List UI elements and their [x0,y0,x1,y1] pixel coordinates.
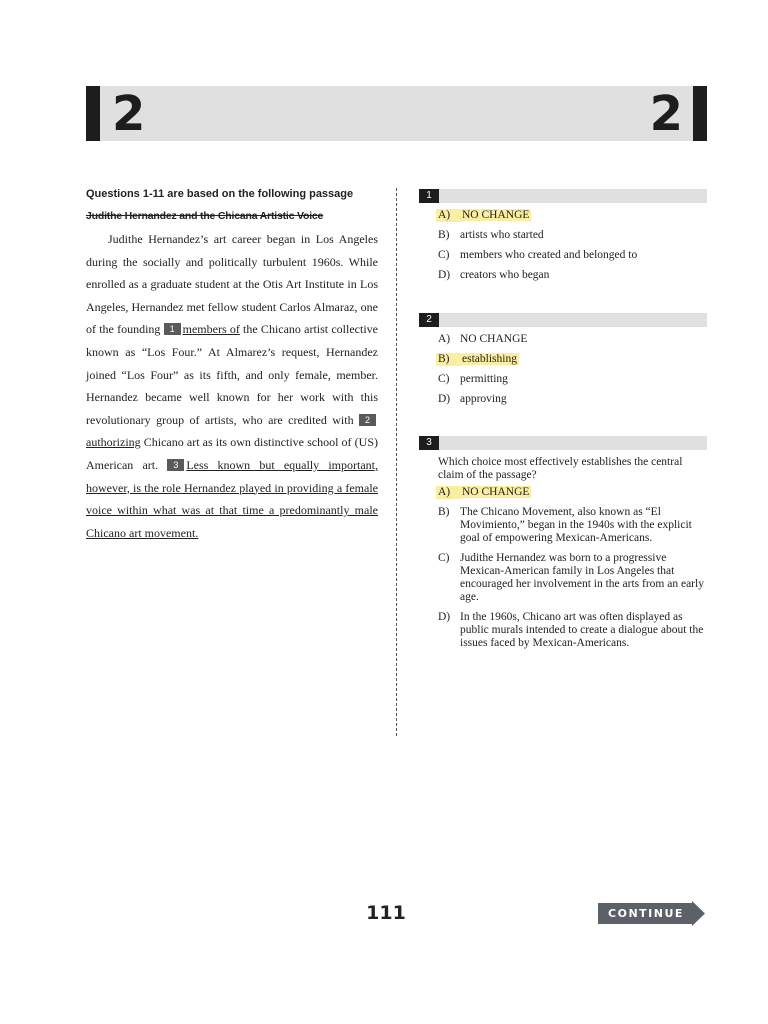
passage-segment-1: Judithe Hernandez’s art career began in Los Angeles during the socially and politically turbulent 1960s. While enrolled as a graduate student at the Otis Art Institute in Los Angeles, Hernandez met fellow student Carlos Almaraz, one of the founding [86,232,378,337]
banner-right-bar [693,86,707,141]
answer-option-a[interactable] [438,486,706,499]
option-text: establishing [462,353,517,365]
answer-option-c[interactable] [438,249,706,262]
option-text: permitting [460,373,508,385]
answer-option-a[interactable] [438,333,706,346]
answer-option-b[interactable] [438,229,706,242]
option-letter: D) [438,393,451,405]
option-letter: B) [436,353,462,366]
option-letter: C) [438,249,450,261]
answer-option-c[interactable] [438,552,706,604]
answer-option-c[interactable] [438,373,706,386]
answer-option-d[interactable] [438,393,706,406]
answer-option-b[interactable] [438,506,706,545]
passage-text [86,228,378,544]
option-text: members who created and belonged to [460,249,638,261]
option-text: approving [460,393,507,405]
option-letter: D) [438,269,451,281]
option-letter: B) [438,506,450,518]
continue-button[interactable] [598,901,706,926]
answer-option-b[interactable] [438,353,706,366]
passage-intro: Questions 1-11 are based on the following passage [86,188,354,200]
page-number: 111 [366,902,406,924]
column-divider [396,188,397,736]
underlined-phrase-2[interactable]: authorizing [86,435,141,450]
question-header [419,313,707,327]
option-text: artists who started [460,229,544,241]
option-letter: A) [436,486,462,499]
passage-segment-3: Chicano art as its own distinctive school of (US) American art. [86,435,378,472]
underlined-phrase-3[interactable]: Less known but equally important, however, is the role Hernandez played in providing a female voice within what was at that time a predominantly male Chicano art movement. [86,457,379,540]
banner-left-bar [86,86,100,141]
option-letter: C) [438,552,450,564]
option-text: NO CHANGE [460,333,528,345]
question-number: 3 [419,436,439,450]
question-1 [419,189,707,289]
option-text: Judithe Hernandez was born to a progressive Mexican-American family in Los Angeles that encouraged her involvement in the arts from an early age. [460,552,704,603]
answer-option-d[interactable] [438,269,706,282]
section-number-right: 2 [649,86,683,142]
question-ref-1[interactable]: 1 [164,323,181,335]
option-text: NO CHANGE [462,486,530,498]
question-stem: Which choice most effectively establishes the central claim of the passage? [438,456,683,481]
option-letter: C) [438,373,450,385]
question-number: 1 [419,189,439,203]
option-text: creators who began [460,269,550,281]
answer-option-a[interactable] [438,209,706,222]
question-ref-2[interactable]: 2 [359,414,376,426]
answer-option-d[interactable] [438,611,706,650]
section-number-left: 2 [112,86,146,142]
underlined-phrase-1[interactable]: members of [182,322,240,337]
option-letter: D) [438,611,451,623]
passage-title: Judithe Hernandez and the Chicana Artistic Voice [86,210,324,222]
section-banner [86,86,707,141]
option-letter: A) [438,333,451,345]
question-3 [419,436,707,657]
option-letter: A) [436,209,462,222]
question-number: 2 [419,313,439,327]
option-text: NO CHANGE [462,209,530,221]
question-header [419,189,707,203]
question-ref-3[interactable]: 3 [167,459,184,471]
option-letter: B) [438,229,450,241]
question-header [419,436,707,450]
option-text: The Chicano Movement, also known as “El Movimiento,” began in the 1940s with the explicit goal of empowering Mexican-Americans. [460,506,692,544]
passage-column [86,186,378,544]
question-2 [419,313,707,413]
option-text: In the 1960s, Chicano art was often displayed as public murals intended to create a dialogue about the issues faced by Mexican-Americans. [460,611,704,649]
continue-label: CONTINUE [608,907,684,920]
passage-segment-2: the Chicano artist collective known as “Los Four.” At Almarez’s request, Hernandez joined “Los Four” as its fifth, and only female, member. Hernandez became well known for her work with this revolutionary group of artists, who are credited with [86,322,378,427]
